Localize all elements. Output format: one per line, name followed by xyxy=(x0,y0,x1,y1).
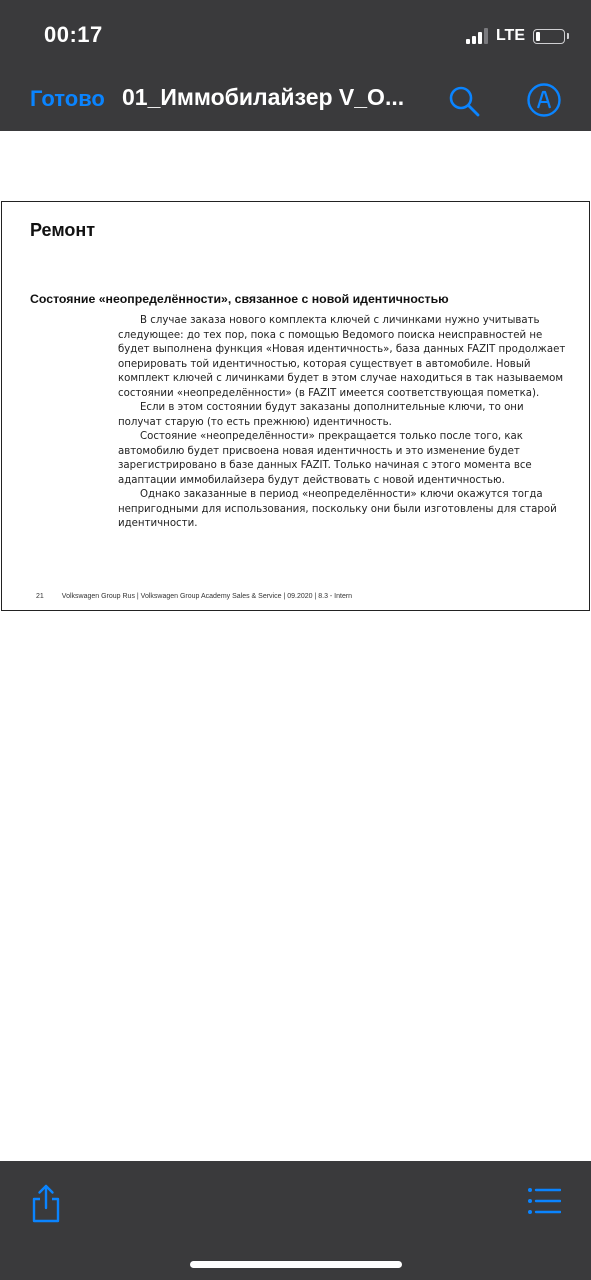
share-icon[interactable] xyxy=(30,1183,62,1223)
battery-tip xyxy=(567,33,569,39)
paragraph: Состояние «неопределённости» прекращается только после того, как автомобилю будет присвоена новая идентичность и это изменение будет зарегистрировано в базе данных FAZIT. Только начиная с этого момента все адаптации иммобилайзера будут действовать с новой идентичностью. xyxy=(118,431,532,486)
home-indicator[interactable] xyxy=(190,1261,402,1268)
signal-icon xyxy=(466,28,488,44)
status-indicators xyxy=(466,24,569,48)
page-footer xyxy=(36,593,352,600)
page-heading: Ремонт xyxy=(30,220,96,240)
bottom-toolbar xyxy=(0,1161,591,1280)
document-page xyxy=(1,201,590,611)
document-title: 01_Иммобилайзер V_O... xyxy=(122,84,405,110)
status-time: 00:17 xyxy=(44,22,103,47)
battery-icon xyxy=(533,29,565,44)
paragraph: В случае заказа нового комплекта ключей с личинками нужно учитывать следующее: до тех пор, пока с помощью Ведомого поиска неисправностей не будет выполнена функция «Новая идентичность», база данных FAZIT продолжает оперировать той идентичностью, которая существует в автомобиле. Новый комплект ключей с личинками будет в этом случае находиться в так называемом состоянии «неопределённости» (в FAZIT имеется соответствующая пометка). xyxy=(118,315,566,399)
markup-pen-icon[interactable] xyxy=(526,82,562,118)
body-text xyxy=(118,314,568,532)
footer-text: Volkswagen Group Rus | Volkswagen Group Academy Sales & Service | 09.2020 | 8.3 - Intern xyxy=(61,593,353,600)
document-viewer[interactable] xyxy=(0,131,591,1161)
search-icon[interactable] xyxy=(447,84,481,118)
list-icon[interactable] xyxy=(527,1186,561,1216)
page-number: 21 xyxy=(36,593,44,600)
top-bar xyxy=(0,0,591,131)
done-button[interactable]: Готово xyxy=(30,86,105,111)
paragraph: Если в этом состоянии будут заказаны дополнительные ключи, то они получат старую (то есть прежнюю) идентичность. xyxy=(118,402,524,428)
section-title: Состояние «неопределённости», связанное с новой идентичностью xyxy=(30,292,449,306)
network-type: LTE xyxy=(495,27,525,44)
paragraph: Однако заказанные в период «неопределённости» ключи окажутся тогда непригодными для использования, поскольку они были изготовлены для старой идентичности. xyxy=(118,489,557,529)
